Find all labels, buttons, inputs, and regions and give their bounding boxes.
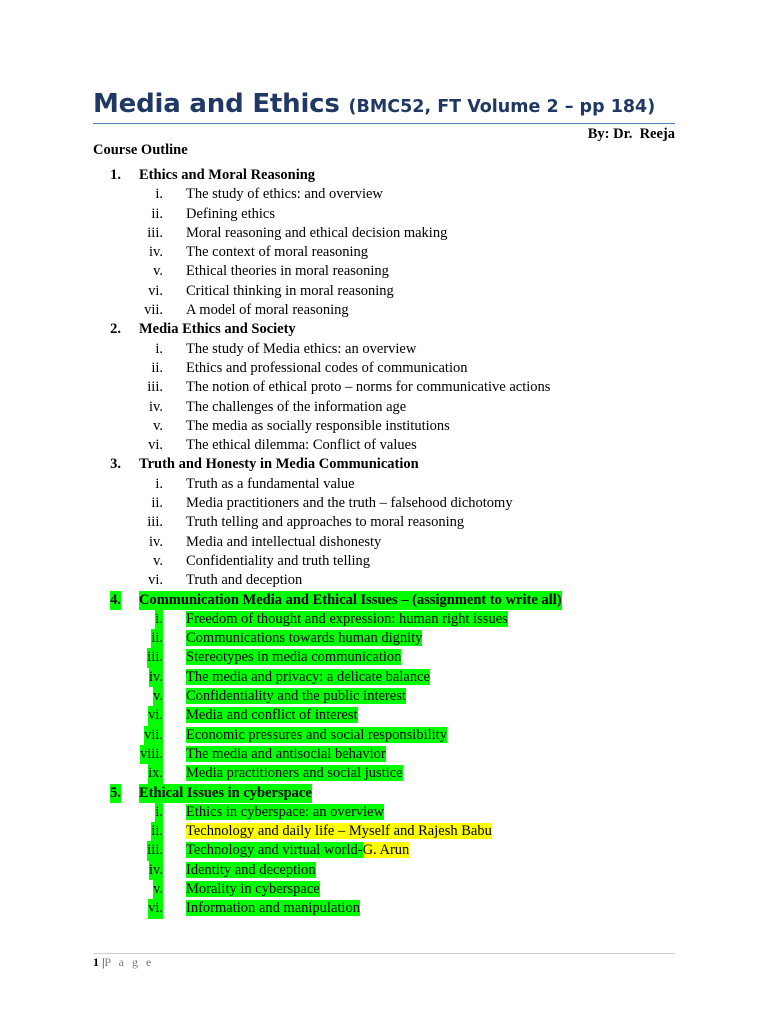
outline-item bbox=[93, 398, 683, 417]
item-text: Information and manipulation bbox=[186, 900, 360, 917]
section-heading-4 bbox=[93, 591, 683, 610]
outline-item bbox=[93, 185, 683, 204]
item-numeral: ii. bbox=[151, 822, 163, 841]
outline-item bbox=[93, 243, 683, 262]
item-text-wrap bbox=[186, 513, 464, 532]
section-number: 3. bbox=[110, 456, 121, 473]
item-numeral: vii. bbox=[144, 726, 163, 745]
item-text-wrap bbox=[186, 533, 381, 552]
item-numeral: ii. bbox=[151, 205, 163, 222]
item-numeral: iii. bbox=[147, 224, 163, 241]
item-text-wrap bbox=[186, 899, 360, 918]
item-text: Ethical theories in moral reasoning bbox=[186, 263, 389, 280]
item-text-wrap bbox=[186, 224, 447, 243]
item-numeral: iii. bbox=[147, 648, 163, 667]
item-text: Confidentiality and the public interest bbox=[186, 688, 406, 705]
item-text: Defining ethics bbox=[186, 205, 275, 222]
section-heading-1 bbox=[93, 166, 683, 185]
item-text: Truth and deception bbox=[186, 572, 303, 589]
item-text: The media and privacy: a delicate balance bbox=[186, 668, 430, 685]
item-text: Media practitioners and social justice bbox=[186, 765, 403, 782]
item-numeral: vi. bbox=[148, 572, 163, 589]
outline-item bbox=[93, 436, 683, 455]
outline-item bbox=[93, 726, 683, 745]
outline-item bbox=[93, 861, 683, 880]
item-numeral: iv. bbox=[149, 398, 163, 415]
item-text: The study of ethics: and overview bbox=[186, 186, 383, 203]
section-number: 5. bbox=[110, 784, 121, 803]
outline-item bbox=[93, 706, 683, 725]
outline-item bbox=[93, 417, 683, 436]
author-byline: By: Dr. Reeja bbox=[587, 126, 675, 142]
item-text-wrap bbox=[186, 301, 349, 320]
outline-item bbox=[93, 822, 683, 841]
footer-rule bbox=[93, 953, 675, 954]
item-numeral: ii. bbox=[151, 495, 163, 512]
item-numeral: vi. bbox=[148, 706, 163, 725]
item-numeral: i. bbox=[155, 803, 163, 822]
item-text: Stereotypes in media communication bbox=[186, 649, 402, 666]
item-text: The media and antisocial behavior bbox=[186, 745, 386, 762]
item-numeral: ix. bbox=[148, 764, 163, 783]
item-text: Truth as a fundamental value bbox=[186, 475, 355, 492]
outline-item bbox=[93, 629, 683, 648]
item-numeral: v. bbox=[153, 263, 163, 280]
item-numeral: i. bbox=[155, 186, 163, 203]
item-numeral: iii. bbox=[147, 514, 163, 531]
item-numeral: ii. bbox=[151, 629, 163, 648]
section-title: Ethical Issues in cyberspace bbox=[139, 784, 312, 803]
outline-item bbox=[93, 205, 683, 224]
item-numeral: viii. bbox=[140, 745, 163, 764]
outline-item bbox=[93, 494, 683, 513]
outline-item bbox=[93, 610, 683, 629]
course-outline-list bbox=[93, 166, 683, 919]
outline-item bbox=[93, 745, 683, 764]
item-numeral: i. bbox=[155, 340, 163, 357]
item-text: Freedom of thought and expression: human right issues bbox=[186, 610, 508, 627]
item-numeral: vi. bbox=[148, 282, 163, 299]
outline-item bbox=[93, 841, 683, 860]
item-text-suffix: G. Arun bbox=[362, 842, 410, 859]
document-title bbox=[93, 85, 655, 126]
item-numeral: vii. bbox=[144, 302, 163, 319]
item-numeral: vi. bbox=[148, 899, 163, 918]
item-text: The study of Media ethics: an overview bbox=[186, 340, 417, 357]
item-numeral: i. bbox=[155, 610, 163, 629]
page-footer bbox=[93, 953, 154, 971]
item-text-wrap bbox=[186, 378, 550, 397]
section-heading-2 bbox=[93, 320, 683, 339]
document-subtitle: (BMC52, FT Volume 2 – pp 184) bbox=[348, 97, 656, 117]
section-heading-3 bbox=[93, 455, 683, 474]
item-text: Media and intellectual dishonesty bbox=[186, 533, 382, 550]
item-text: Communications towards human dignity bbox=[186, 630, 423, 647]
outline-item bbox=[93, 687, 683, 706]
item-numeral: ii. bbox=[151, 359, 163, 376]
item-text-wrap bbox=[186, 668, 430, 687]
item-text-wrap bbox=[186, 475, 355, 494]
item-text: Confidentiality and truth telling bbox=[186, 552, 371, 569]
outline-item bbox=[93, 301, 683, 320]
item-text-wrap bbox=[186, 629, 422, 648]
outline-item bbox=[93, 224, 683, 243]
section-number: 4. bbox=[110, 591, 121, 610]
section-number: 1. bbox=[110, 167, 121, 183]
outline-item bbox=[93, 282, 683, 301]
outline-item bbox=[93, 340, 683, 359]
item-text: The notion of ethical proto – norms for communicative actions bbox=[186, 379, 551, 396]
item-text-wrap bbox=[186, 648, 401, 667]
item-text-wrap bbox=[186, 841, 409, 860]
section-title: Ethics and Moral Reasoning bbox=[139, 167, 316, 183]
page-number: 1 bbox=[93, 955, 99, 969]
item-text: Truth telling and approaches to moral reasoning bbox=[186, 514, 465, 531]
item-text-wrap bbox=[186, 726, 447, 745]
item-text-wrap bbox=[186, 764, 403, 783]
outline-item bbox=[93, 899, 683, 918]
item-numeral: iv. bbox=[149, 244, 163, 261]
item-text-wrap bbox=[186, 205, 275, 224]
section-heading-5 bbox=[93, 784, 683, 803]
outline-item bbox=[93, 513, 683, 532]
item-numeral: v. bbox=[153, 687, 163, 706]
outline-item bbox=[93, 764, 683, 783]
course-outline-heading: Course Outline bbox=[93, 142, 188, 158]
item-numeral: iii. bbox=[147, 379, 163, 396]
item-text-wrap bbox=[186, 880, 320, 899]
item-text-wrap bbox=[186, 861, 316, 880]
outline-item bbox=[93, 668, 683, 687]
item-text-wrap bbox=[186, 803, 384, 822]
item-numeral: v. bbox=[153, 417, 163, 434]
item-text: Technology and daily life – Myself and Rajesh Babu bbox=[186, 823, 492, 840]
item-numeral: iii. bbox=[147, 841, 163, 860]
item-text: The context of moral reasoning bbox=[186, 244, 368, 261]
outline-item bbox=[93, 880, 683, 899]
outline-item bbox=[93, 648, 683, 667]
item-text-wrap bbox=[186, 706, 358, 725]
item-numeral: i. bbox=[155, 475, 163, 492]
item-text: The media as socially responsible institutions bbox=[186, 417, 450, 434]
item-text: Moral reasoning and ethical decision making bbox=[186, 224, 448, 241]
item-numeral: iv. bbox=[149, 668, 163, 687]
outline-item bbox=[93, 475, 683, 494]
item-text: A model of moral reasoning bbox=[186, 302, 349, 319]
item-text: Technology and virtual world- bbox=[186, 842, 363, 859]
section-title: Media Ethics and Society bbox=[139, 321, 296, 338]
item-text-wrap bbox=[186, 340, 416, 359]
document-title-main: Media and Ethics bbox=[93, 89, 340, 119]
item-text-wrap bbox=[186, 494, 513, 513]
outline-item bbox=[93, 571, 683, 590]
item-text-wrap bbox=[186, 243, 368, 262]
item-text: Media practitioners and the truth – falsehood dichotomy bbox=[186, 495, 513, 512]
outline-item bbox=[93, 533, 683, 552]
item-numeral: v. bbox=[153, 880, 163, 899]
outline-item bbox=[93, 359, 683, 378]
item-text: Ethics in cyberspace: an overview bbox=[186, 803, 385, 820]
outline-item bbox=[93, 552, 683, 571]
item-text-wrap bbox=[186, 745, 386, 764]
item-text-wrap bbox=[186, 185, 383, 204]
item-numeral: vi. bbox=[148, 437, 163, 454]
outline-item bbox=[93, 378, 683, 397]
section-title: Truth and Honesty in Media Communication bbox=[139, 456, 419, 473]
footer-separator: | bbox=[102, 955, 105, 969]
item-text: Ethics and professional codes of communication bbox=[186, 359, 468, 376]
item-text: The challenges of the information age bbox=[186, 398, 407, 415]
item-text: Identity and deception bbox=[186, 861, 316, 878]
item-text-wrap bbox=[186, 398, 406, 417]
item-numeral: v. bbox=[153, 552, 163, 569]
outline-item bbox=[93, 803, 683, 822]
item-text-wrap bbox=[186, 552, 370, 571]
item-text-wrap bbox=[186, 822, 492, 841]
item-text: Media and conflict of interest bbox=[186, 707, 358, 724]
outline-item bbox=[93, 262, 683, 281]
item-text: The ethical dilemma: Conflict of values bbox=[186, 437, 417, 454]
item-text: Economic pressures and social responsibility bbox=[186, 726, 447, 743]
item-text: Morality in cyberspace bbox=[186, 880, 320, 897]
item-text-wrap bbox=[186, 687, 406, 706]
item-text-wrap bbox=[186, 359, 467, 378]
section-number: 2. bbox=[110, 321, 121, 338]
item-text: Critical thinking in moral reasoning bbox=[186, 282, 394, 299]
page-label: P a g e bbox=[104, 955, 154, 969]
item-text-wrap bbox=[186, 262, 389, 281]
item-text-wrap bbox=[186, 436, 417, 455]
item-text-wrap bbox=[186, 282, 394, 301]
item-text-wrap bbox=[186, 571, 302, 590]
item-text-wrap bbox=[186, 417, 450, 436]
item-text-wrap bbox=[186, 610, 508, 629]
item-numeral: iv. bbox=[149, 533, 163, 550]
section-title: Communication Media and Ethical Issues – (assignment to write all) bbox=[139, 591, 562, 610]
item-numeral: iv. bbox=[149, 861, 163, 880]
